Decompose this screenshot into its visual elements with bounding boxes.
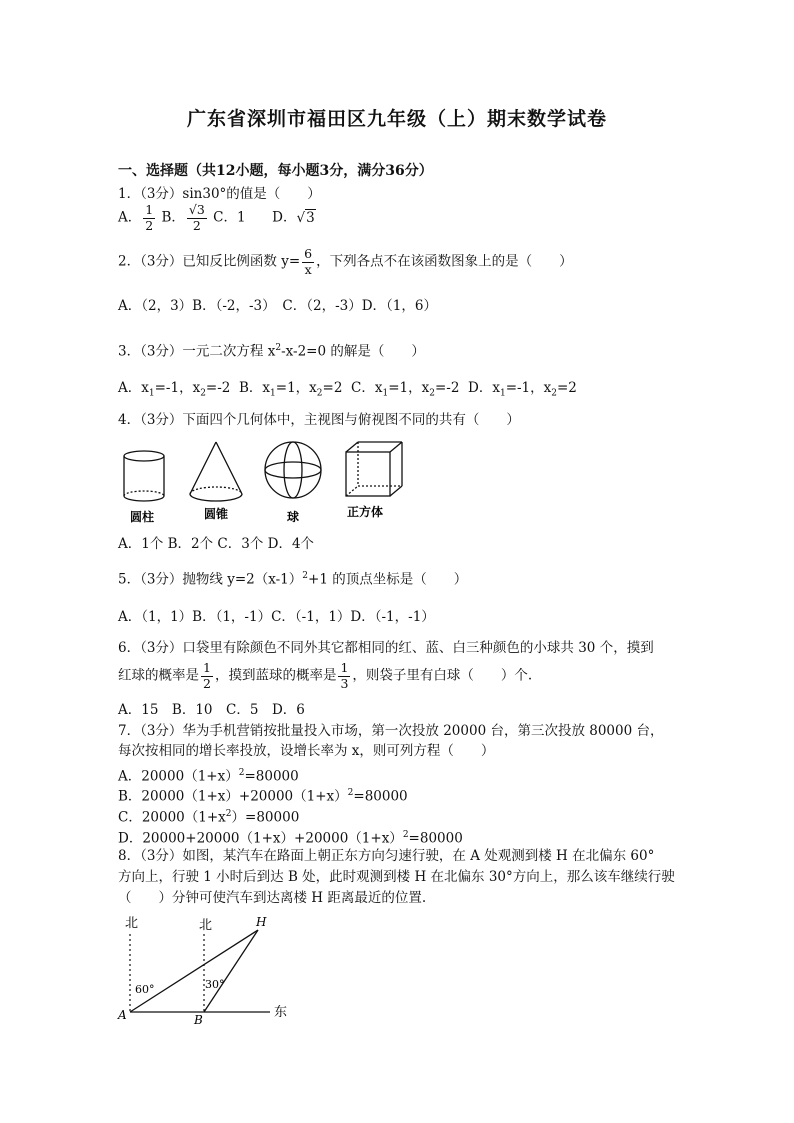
q8-line2: 方向上，行驶 1 小时后到达 B 处，此时观测到楼 H 在北偏东 30°方向上，那么该车继续行驶 [118, 869, 675, 885]
q1-d-sqrt: √3 [296, 209, 315, 226]
q6-options: A．15 B．10 C．5 D．6 [118, 702, 305, 718]
north-label-1: 北 [125, 916, 139, 931]
point-b-label: B [194, 1013, 203, 1027]
q2-stem: 2．（3分）已知反比例函数 y= $\frac{6}{x}$ ，下列各点不在该函数图象上的是（ ） [118, 246, 573, 277]
q3-option-d: D．$x_1=-1$，$x_2=2$ [468, 380, 577, 399]
q1-stem: 1．（3分）sin30°的值是（ ） [118, 186, 321, 202]
line-ah [130, 930, 258, 1012]
cylinder-shape [124, 451, 164, 501]
shape-label-sphere: 球 [287, 510, 300, 524]
sphere-shape [265, 442, 321, 498]
q3-option-b: B．$x_1=1$，$x_2=2$ [238, 380, 343, 399]
angle-30-label: 30° [205, 978, 225, 991]
q7-option-d: D．$20000+20000(1+x)+20000(1+x)^2=80000$ [118, 830, 463, 847]
q2-options: A．（2，3）B．（-2，-3） C．（2，-3）D．（1，6） [118, 298, 437, 314]
angle-60-label: 60° [135, 983, 155, 996]
q7-option-b: B．$20000(1+x)+20000(1+x)^2=80000$ [118, 788, 408, 805]
q3-stem: 3．（3分）一元二次方程 $x^2-x-2=0$ 的解是（ ） [118, 343, 425, 360]
q1-a-label: A． [118, 209, 142, 226]
q7-option-c: C．$20000(1+x^2)=80000$ [118, 809, 300, 826]
shape-label-cylinder: 圆柱 [130, 510, 155, 524]
q3-option-a: A．$x_1=-1$，$x_2=-2$ [118, 380, 231, 399]
q1-d-label: D． [272, 209, 297, 226]
q8-line3: （ ）分钟可使汽车到达离楼 H 距离最近的位置. [118, 890, 427, 906]
q3-option-c: C．$x_1=1$，$x_2=-2$ [351, 380, 460, 399]
q6-line1: 6．（3分）口袋里有除颜色不同外其它都相同的红、蓝、白三种颜色的小球共 30 个，摸到 [118, 640, 654, 656]
q2-fraction: $\frac{6}{x}$ [304, 246, 313, 277]
q4-stem: 4．（3分）下面四个几何体中，主视图与俯视图不同的共有（ ） [118, 412, 520, 428]
q7-line2: 每次按相同的增长率投放，设增长率为 x，则可列方程（ ） [118, 743, 495, 759]
q7-line1: 7．（3分）华为手机营销按批量投入市场，第一次投放 20000 台，第三次投放 80000 台， [118, 723, 664, 739]
q6-fraction-red: $\frac{1}{2}$ [203, 660, 211, 691]
q1-b-fraction: $\frac{√3}{2}$ [188, 202, 205, 233]
section-heading: 一、选择题（共12小题，每小题3分，满分36分） [118, 163, 433, 179]
q7-option-a: A．$20000(1+x)^2=80000$ [118, 768, 299, 785]
q6-fraction-blue: $\frac{1}{3}$ [340, 660, 349, 691]
q8-line1: 8．（3分）如图，某汽车在路面上朝正东方向匀速行驶，在 A 处观测到楼 H 在北偏东 60° [118, 848, 655, 864]
east-label: 东 [274, 1005, 288, 1020]
q1-b-label: B． [161, 209, 185, 226]
q3-options [118, 378, 577, 404]
q5-stem: 5．（3分）抛物线 $y=2(x-1)^2+1$ 的顶点坐标是（ ） [118, 571, 468, 588]
shape-label-cube: 正方体 [347, 505, 384, 519]
q4-solids-figure [118, 438, 418, 528]
north-label-2: 北 [199, 918, 213, 933]
line-bh [204, 930, 258, 1012]
shape-label-cone: 圆锥 [204, 507, 229, 521]
q5-options: A．（1，1）B．（1，-1）C．（-1，1）D．（-1，-1） [118, 609, 435, 625]
cube-shape [346, 442, 402, 496]
q4-options: A．1个 B．2个 C．3个 D．4个 [118, 536, 315, 552]
q8-direction-figure [110, 910, 310, 1030]
point-a-label: A [118, 1008, 127, 1022]
cone-shape [190, 442, 242, 501]
q1-a-fraction: $\frac{1}{2}$ [145, 202, 154, 233]
point-h-label: H [256, 915, 267, 929]
page-title: 广东省深圳市福田区九年级（上）期末数学试卷 [186, 108, 607, 130]
q1-options [118, 204, 316, 232]
q6-line2: 红球的概率是 $\frac{1}{2}$ ，摸到蓝球的概率是 $\frac{1}{3}$ ，则袋子里有白球（ ）个. [118, 660, 533, 691]
q1-c: C．1 [213, 209, 246, 226]
